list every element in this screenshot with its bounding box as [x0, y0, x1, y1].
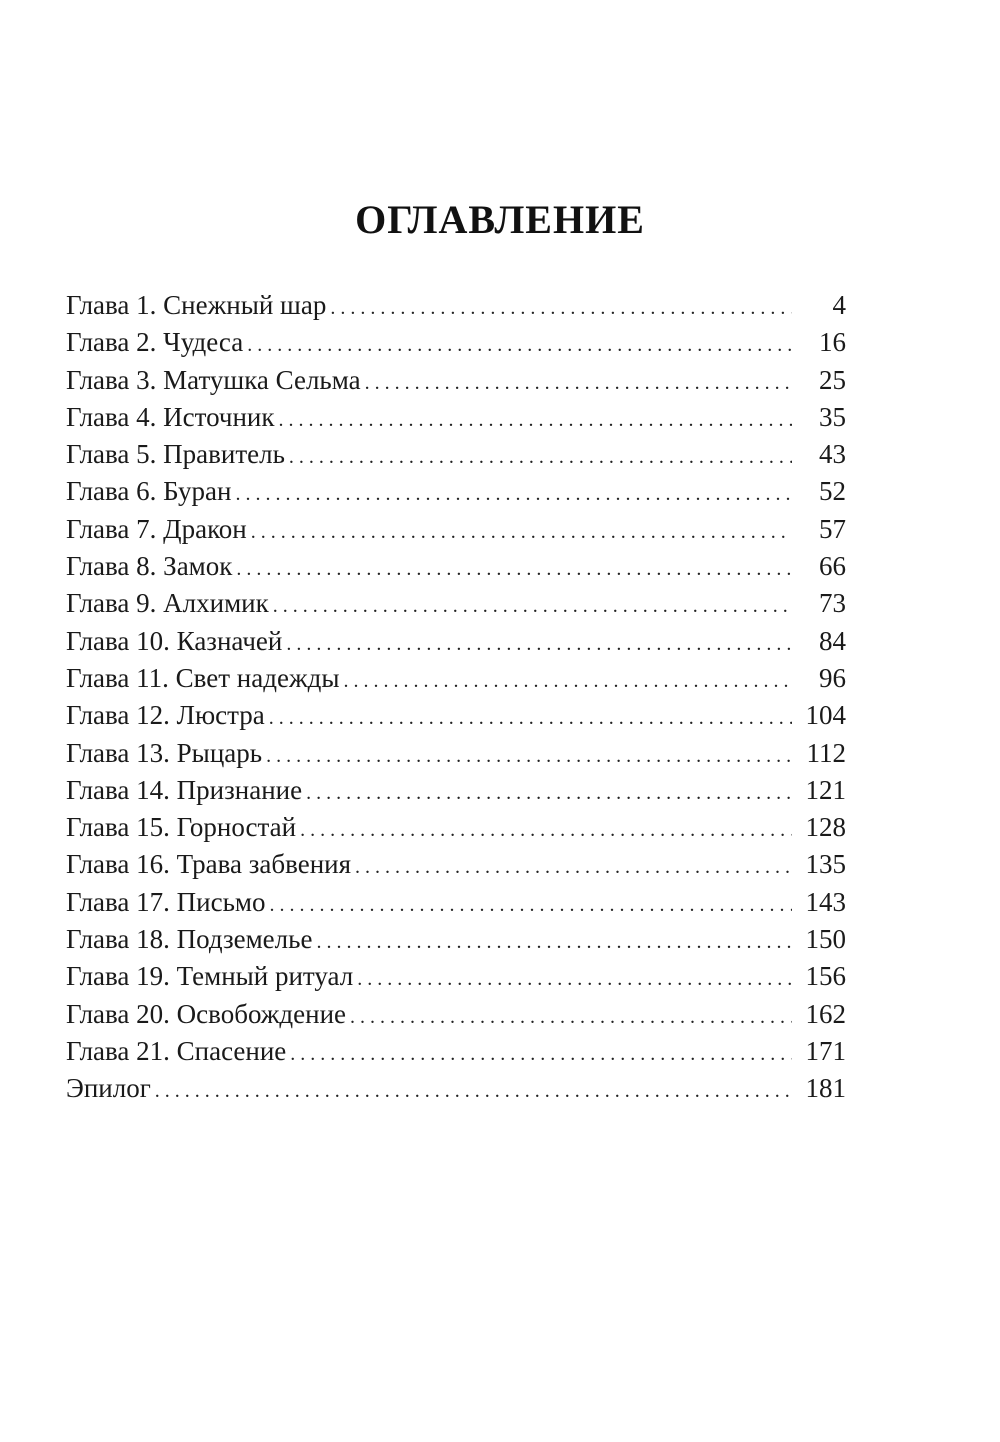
dot-leader — [306, 775, 792, 812]
toc-entry-page: 181 — [805, 1073, 846, 1104]
toc-entry-label: Глава 14. Признание — [66, 774, 303, 805]
toc-entry-page: 112 — [806, 737, 846, 768]
toc-entry-label: Глава 4. Источник — [66, 401, 275, 432]
toc-entry-label: Глава 11. Свет надежды — [66, 662, 340, 693]
toc-entry — [66, 623, 846, 660]
toc-entry-label: Глава 17. Письмо — [66, 886, 266, 917]
toc-entry-page: 135 — [805, 849, 846, 880]
toc-entry-page: 35 — [819, 401, 846, 432]
toc-entry-page: 104 — [805, 700, 846, 731]
toc-entry-page: 121 — [805, 774, 846, 805]
toc-entry — [66, 324, 846, 361]
dot-leader — [316, 924, 792, 961]
toc-entry-label: Глава 13. Рыцарь — [66, 737, 263, 768]
toc-entry — [66, 473, 846, 510]
toc-entry-page: 96 — [819, 662, 846, 693]
dot-leader — [365, 365, 792, 402]
toc-entry-page: 52 — [819, 476, 846, 507]
dot-leader — [279, 402, 793, 439]
toc-entry-label: Глава 5. Правитель — [66, 439, 285, 470]
dot-leader — [155, 1073, 792, 1110]
dot-leader — [235, 476, 792, 513]
toc-entry-page: 156 — [805, 961, 846, 992]
toc-entry-label: Эпилог — [66, 1073, 151, 1104]
toc-entry — [66, 436, 846, 473]
toc-entry — [66, 548, 846, 585]
toc-entry-label: Глава 10. Казначей — [66, 625, 283, 656]
toc-entry-page: 73 — [819, 588, 846, 619]
toc-entry — [66, 735, 846, 772]
toc-entry — [66, 1033, 846, 1070]
dot-leader — [269, 700, 792, 737]
toc-entry — [66, 958, 846, 995]
toc-entry-label: Глава 15. Горностай — [66, 812, 297, 843]
toc-entry — [66, 884, 846, 921]
toc-entry-page: 150 — [805, 924, 846, 955]
toc-entry-label: Глава 16. Трава забвения — [66, 849, 352, 880]
dot-leader — [251, 514, 792, 551]
toc-entry-label: Глава 6. Буран — [66, 476, 232, 507]
toc-entry — [66, 287, 846, 324]
toc-entry-page: 57 — [819, 513, 846, 544]
toc-entry — [66, 809, 846, 846]
toc-entry — [66, 511, 846, 548]
dot-leader — [236, 551, 792, 588]
toc-entry-page: 25 — [819, 364, 846, 395]
toc-entry-page: 43 — [819, 439, 846, 470]
dot-leader — [330, 290, 792, 327]
toc-entry-label: Глава 9. Алхимик — [66, 588, 269, 619]
toc-entry-label: Глава 18. Подземелье — [66, 924, 313, 955]
toc-entry — [66, 585, 846, 622]
toc-entry — [66, 697, 846, 734]
toc-entry-label: Глава 7. Дракон — [66, 513, 247, 544]
toc-entry-page: 128 — [805, 812, 846, 843]
dot-leader — [350, 999, 792, 1036]
dot-leader — [290, 1036, 792, 1073]
dot-leader — [357, 961, 792, 998]
dot-leader — [266, 738, 792, 775]
toc-entry-label: Глава 19. Темный ритуал — [66, 961, 354, 992]
toc-entry-page: 143 — [805, 886, 846, 917]
toc-entry-page: 4 — [832, 290, 846, 320]
toc-entry — [66, 1070, 846, 1107]
toc-entry-label: Глава 8. Замок — [66, 551, 233, 582]
page-title: ОГЛАВЛЕНИЕ — [355, 196, 645, 242]
toc-entry-label: Глава 3. Матушка Сельма — [66, 364, 361, 395]
dot-leader — [289, 439, 792, 476]
table-of-contents — [66, 287, 846, 1108]
dot-leader — [355, 849, 792, 886]
toc-entry-label: Глава 2. Чудеса — [66, 327, 244, 358]
toc-entry-page: 66 — [819, 551, 846, 582]
dot-leader — [300, 812, 792, 849]
toc-entry-page: 16 — [819, 327, 846, 358]
dot-leader — [343, 663, 792, 700]
toc-entry — [66, 846, 846, 883]
dot-leader — [247, 327, 792, 364]
dot-leader — [270, 887, 793, 924]
toc-entry-label: Глава 1. Снежный шар — [66, 290, 327, 320]
toc-entry-label: Глава 21. Спасение — [66, 1035, 287, 1066]
toc-entry — [66, 996, 846, 1033]
toc-entry — [66, 660, 846, 697]
toc-entry — [66, 399, 846, 436]
toc-entry-label: Глава 20. Освобождение — [66, 998, 347, 1029]
toc-entry-page: 171 — [805, 1035, 846, 1066]
toc-entry — [66, 772, 846, 809]
toc-entry-label: Глава 12. Люстра — [66, 700, 265, 731]
toc-entry — [66, 921, 846, 958]
toc-entry — [66, 362, 846, 399]
toc-entry-page: 162 — [805, 998, 846, 1029]
dot-leader — [273, 588, 792, 625]
toc-entry-page: 84 — [819, 625, 846, 656]
dot-leader — [286, 626, 792, 663]
